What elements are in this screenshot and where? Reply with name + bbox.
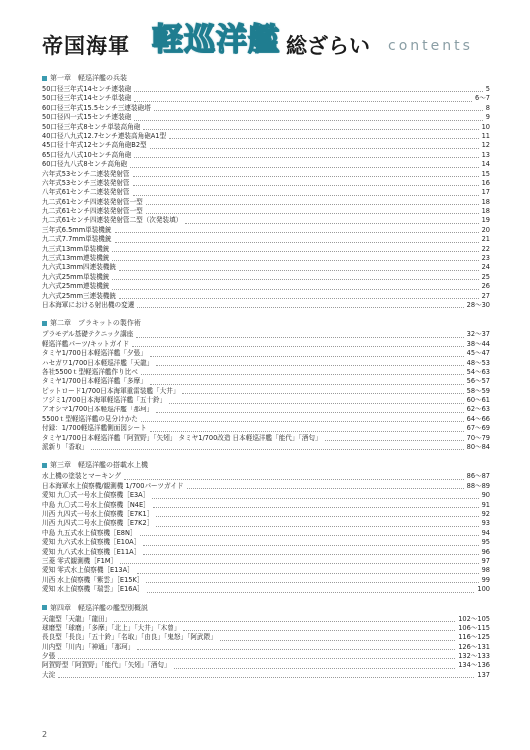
toc-entry-title: 大淀 bbox=[42, 670, 56, 679]
toc-entry[interactable] bbox=[42, 443, 490, 452]
toc-entry-page: 62～63 bbox=[466, 405, 490, 414]
toc-entry-title: 天龍型「天龍」「龍田」 bbox=[42, 614, 112, 623]
square-bullet-icon bbox=[42, 605, 47, 610]
toc-entry[interactable] bbox=[42, 491, 490, 500]
dot-leader bbox=[150, 384, 464, 385]
title-tail: 総ざらい bbox=[286, 33, 370, 58]
toc-entry-page: 102～105 bbox=[458, 614, 490, 623]
toc-entry-page: 93 bbox=[481, 519, 490, 528]
toc-entry-title: 軽巡洋艦パーツ/キットガイド bbox=[42, 339, 130, 348]
toc-entry-title: 50口径四一式15センチ連装砲 bbox=[42, 113, 132, 122]
toc-entry[interactable] bbox=[42, 529, 490, 538]
toc-entry-title: 60口径三年式15.5センチ三連装砲塔 bbox=[42, 103, 151, 112]
toc-entry-title: 九六式13mm四連装機銃 bbox=[42, 263, 116, 272]
dot-leader bbox=[133, 195, 479, 196]
toc-entry-page: 23 bbox=[481, 254, 490, 263]
chapter-heading bbox=[42, 459, 490, 471]
chapter-heading bbox=[42, 602, 490, 614]
toc-entry[interactable] bbox=[42, 263, 490, 272]
toc-entry-page: 26 bbox=[481, 282, 490, 291]
toc-entry-title: 45口径十年式12センチ高角砲B2型 bbox=[42, 141, 147, 150]
toc-entry[interactable] bbox=[42, 123, 490, 132]
toc-entry[interactable] bbox=[42, 94, 490, 103]
dot-leader bbox=[115, 242, 479, 243]
toc-entry-page: 70～79 bbox=[466, 433, 490, 442]
dot-leader bbox=[153, 507, 479, 508]
dot-leader bbox=[134, 157, 478, 158]
toc-entry-page: 67～69 bbox=[466, 424, 490, 433]
dot-leader bbox=[146, 213, 479, 214]
toc-entry-page: 22 bbox=[481, 244, 490, 253]
toc-entry-page: 94 bbox=[481, 528, 490, 537]
dot-leader bbox=[150, 148, 479, 149]
toc-entry[interactable] bbox=[42, 235, 490, 244]
toc-entry[interactable] bbox=[42, 113, 490, 122]
dot-leader bbox=[152, 498, 478, 499]
toc-entry-title: アオシマ1/700日本軽巡洋艦「那珂」 bbox=[42, 405, 154, 414]
toc-entry-title: 三年式6.5mm単装機銃 bbox=[42, 225, 112, 234]
dot-leader bbox=[143, 545, 478, 546]
toc-entry-title: 各社5500ｔ型軽巡洋艦作り比べ bbox=[42, 367, 138, 376]
dot-leader bbox=[185, 223, 478, 224]
toc-entry-page: 12 bbox=[481, 141, 490, 150]
toc-entry[interactable] bbox=[42, 576, 490, 585]
toc-entry-title: ピットロード1/700日本海軍重雷装艦「大井」 bbox=[42, 386, 180, 395]
toc-entry[interactable] bbox=[42, 282, 490, 291]
dot-leader bbox=[58, 658, 455, 659]
toc-entry-page: 5 bbox=[485, 85, 490, 93]
dot-leader bbox=[156, 526, 478, 527]
toc-entry-title: 阿賀野型「阿賀野」「能代」「矢矧」「酒匂」 bbox=[42, 661, 171, 670]
toc-entry-page: 80～84 bbox=[466, 443, 490, 452]
toc-entry[interactable] bbox=[42, 671, 490, 680]
toc-entry-title: 三菱 零式観測機［F1M］ bbox=[42, 556, 118, 565]
toc-entry-title: 川西 九四式二号水上偵察機［E7K2］ bbox=[42, 519, 154, 528]
chapter-section bbox=[42, 459, 490, 594]
chapter-section bbox=[42, 72, 490, 310]
toc-entry-page: 54～63 bbox=[466, 367, 490, 376]
dot-leader bbox=[91, 449, 463, 450]
toc-entry-page: 21 bbox=[481, 235, 490, 244]
toc-entry-title: 六年式53センチ二連装発射管 bbox=[42, 169, 130, 178]
toc-entry[interactable] bbox=[42, 472, 490, 481]
toc-entry[interactable] bbox=[42, 160, 490, 169]
toc-entry[interactable] bbox=[42, 273, 490, 282]
toc-entry[interactable] bbox=[42, 585, 490, 594]
toc-entry-page: 126～131 bbox=[458, 642, 490, 651]
toc-entry-page: 90 bbox=[481, 491, 490, 500]
toc-entry-title: 愛知 九〇式一号水上偵察機［E3A］ bbox=[42, 491, 150, 500]
toc-entry[interactable] bbox=[42, 643, 490, 652]
chapter-section bbox=[42, 602, 490, 681]
chapter-heading-text: 第四章 軽巡洋艦の艦型別概説 bbox=[50, 603, 148, 612]
toc-entry-page: 48～53 bbox=[466, 358, 490, 367]
dot-leader bbox=[150, 356, 464, 357]
dot-leader bbox=[137, 307, 463, 308]
toc-entry[interactable] bbox=[42, 368, 490, 377]
toc-entry[interactable] bbox=[42, 292, 490, 301]
title-accent: 軽巡洋艦 bbox=[152, 22, 280, 58]
chapter-section bbox=[42, 317, 490, 452]
toc-entry-page: 106～115 bbox=[458, 623, 490, 632]
toc-entry[interactable] bbox=[42, 615, 490, 624]
dot-leader bbox=[174, 668, 456, 669]
square-bullet-icon bbox=[42, 463, 47, 468]
toc-entry-title: 九二式61センチ四連装発射管二型（次発装填） bbox=[42, 216, 183, 225]
dot-leader bbox=[156, 365, 463, 366]
toc-entry-page: 14 bbox=[481, 160, 490, 169]
dot-leader bbox=[187, 488, 464, 489]
toc-entry[interactable] bbox=[42, 151, 490, 160]
toc-entry-title: 長良型「長良」「五十鈴」「名取」「由良」「鬼怒」「阿武隈」 bbox=[42, 633, 217, 642]
chapter-heading bbox=[42, 317, 490, 329]
chapter-heading bbox=[42, 72, 490, 84]
title-main: 帝国海軍 bbox=[42, 33, 130, 58]
toc-entry-title: 九二式61センチ四連装発射管一型 bbox=[42, 197, 143, 206]
dot-leader bbox=[134, 101, 472, 102]
toc-entry-page: 95 bbox=[481, 538, 490, 547]
toc-entry[interactable] bbox=[42, 132, 490, 141]
toc-entry[interactable] bbox=[42, 519, 490, 528]
toc-entry[interactable] bbox=[42, 377, 490, 386]
dot-leader bbox=[325, 440, 464, 441]
dot-leader bbox=[146, 204, 479, 205]
toc-entry[interactable] bbox=[42, 226, 490, 235]
dot-leader bbox=[141, 421, 464, 422]
toc-entry[interactable] bbox=[42, 198, 490, 207]
toc-entry-page: 6～7 bbox=[475, 94, 490, 103]
toc-entry[interactable] bbox=[42, 207, 490, 216]
dot-leader bbox=[182, 393, 463, 394]
dot-leader bbox=[150, 431, 464, 432]
toc-entry-page: 86～87 bbox=[466, 472, 490, 481]
toc-entry[interactable] bbox=[42, 661, 490, 670]
toc-entry[interactable] bbox=[42, 85, 490, 94]
toc-entry-title: 40口径八九式12.7センチ連装高角砲A1型 bbox=[42, 131, 167, 140]
toc-entry-title: 日本海軍における射出機の変遷 bbox=[42, 300, 135, 309]
toc-entry[interactable] bbox=[42, 538, 490, 547]
toc-entry-title: 球磨型「球磨」「多摩」「北上」「大井」「木曾」 bbox=[42, 623, 181, 632]
dot-leader bbox=[141, 374, 464, 375]
toc-entry-page: 96 bbox=[481, 547, 490, 556]
toc-entry-title: タミヤ1/700日本軽巡洋艦「夕張」 bbox=[42, 349, 147, 358]
dot-leader bbox=[124, 479, 464, 480]
toc-entry-title: 九六式25mm連装機銃 bbox=[42, 282, 110, 291]
toc-entry-page: 137 bbox=[477, 670, 490, 679]
toc-entry-title: 50口径三年式14センチ連装砲 bbox=[42, 85, 132, 93]
toc-entry[interactable] bbox=[42, 179, 490, 188]
toc-entry-page: 15 bbox=[481, 169, 490, 178]
toc-entry-page: 58～59 bbox=[466, 386, 490, 395]
dot-leader bbox=[136, 337, 463, 338]
dot-leader bbox=[143, 554, 478, 555]
page-header bbox=[0, 0, 530, 62]
toc-entry-page: 11 bbox=[481, 131, 490, 140]
dot-leader bbox=[130, 167, 478, 168]
toc-entry-page: 88～89 bbox=[466, 481, 490, 490]
toc-entry-title: 水上機の塗装とマーキング bbox=[42, 472, 121, 481]
toc-entry[interactable] bbox=[42, 340, 490, 349]
dot-leader bbox=[169, 138, 479, 139]
dot-leader bbox=[156, 412, 463, 413]
toc-entry-title: 派新り「香取」 bbox=[42, 443, 89, 452]
toc-entry-title: 50口径三年式8センチ単装高角砲 bbox=[42, 122, 141, 131]
toc-entry-title: ハセガワ1/700日本軽巡洋艦「天龍」 bbox=[42, 358, 154, 367]
toc-entry[interactable] bbox=[42, 104, 490, 113]
dot-leader bbox=[114, 621, 455, 622]
table-of-contents bbox=[42, 72, 490, 687]
toc-entry-title: 川西 九四式一号水上偵察機［E7K1］ bbox=[42, 510, 154, 518]
toc-entry-page: 24 bbox=[481, 263, 490, 272]
toc-entry-page: 99 bbox=[481, 575, 490, 584]
toc-entry[interactable] bbox=[42, 330, 490, 339]
toc-entry[interactable] bbox=[42, 141, 490, 150]
dot-leader bbox=[140, 535, 479, 536]
chapter-heading-text: 第二章 プラキットの製作術 bbox=[50, 319, 141, 328]
toc-entry[interactable] bbox=[42, 170, 490, 179]
title-english: contents bbox=[388, 38, 473, 54]
toc-entry-page: 91 bbox=[481, 500, 490, 509]
toc-entry-page: 134～136 bbox=[458, 661, 490, 670]
toc-entry-page: 10 bbox=[481, 122, 490, 131]
toc-entry-page: 32～37 bbox=[466, 330, 490, 339]
toc-entry-page: 116～125 bbox=[458, 633, 490, 642]
toc-entry-page: 18 bbox=[481, 197, 490, 206]
toc-entry[interactable] bbox=[42, 557, 490, 566]
toc-entry-page: 13 bbox=[481, 150, 490, 159]
toc-entry-title: 中島 九〇式二号水上偵察機［N4E］ bbox=[42, 500, 150, 509]
toc-entry-title: 愛知 九八式水上偵察機［E11A］ bbox=[42, 547, 141, 556]
toc-entry-title: フジミ1/700日本海軍軽巡洋艦「五十鈴」 bbox=[42, 396, 167, 405]
toc-entry[interactable] bbox=[42, 415, 490, 424]
toc-entry-page: 38～44 bbox=[466, 339, 490, 348]
toc-entry[interactable] bbox=[42, 387, 490, 396]
toc-entry-page: 132～133 bbox=[458, 652, 490, 661]
dot-leader bbox=[58, 677, 474, 678]
toc-entry-title: 夕張 bbox=[42, 652, 56, 661]
toc-entry-page: 92 bbox=[481, 510, 490, 518]
toc-entry-page: 19 bbox=[481, 216, 490, 225]
dot-leader bbox=[112, 289, 478, 290]
dot-leader bbox=[115, 232, 479, 233]
dot-leader bbox=[132, 346, 463, 347]
toc-entry-title: 50口径三年式14センチ単装砲 bbox=[42, 94, 132, 103]
toc-entry-title: 60口径九八式8センチ高角砲 bbox=[42, 160, 128, 169]
toc-entry[interactable] bbox=[42, 254, 490, 263]
toc-entry-page: 98 bbox=[481, 566, 490, 575]
toc-entry[interactable] bbox=[42, 216, 490, 225]
toc-entry[interactable] bbox=[42, 301, 490, 310]
dot-leader bbox=[169, 403, 463, 404]
toc-entry[interactable] bbox=[42, 424, 490, 433]
dot-leader bbox=[112, 260, 478, 261]
page-number: 2 bbox=[42, 730, 48, 739]
chapter-heading-text: 第一章 軽巡洋艦の兵装 bbox=[50, 74, 127, 82]
toc-entry-title: 日本海軍水上偵察機/観測機 1/700パーツガイド bbox=[42, 481, 184, 490]
toc-entry-title: 九六式25mm三連装機銃 bbox=[42, 291, 116, 300]
dot-leader bbox=[183, 630, 455, 631]
toc-entry-title: 九二式7.7mm単装機銃 bbox=[42, 235, 112, 244]
toc-entry[interactable] bbox=[42, 510, 490, 519]
toc-entry-title: 愛知 九六式水上偵察機［E10A］ bbox=[42, 538, 141, 547]
toc-entry-title: 九六式25mm単装機銃 bbox=[42, 272, 110, 281]
dot-leader bbox=[134, 120, 482, 121]
toc-entry-title: 川内型「川内」「神通」「那珂」 bbox=[42, 642, 135, 651]
toc-entry[interactable] bbox=[42, 359, 490, 368]
toc-entry-title: 九二式61センチ四連装発射管一型 bbox=[42, 207, 143, 216]
dot-leader bbox=[112, 279, 478, 280]
dot-leader bbox=[120, 563, 478, 564]
toc-entry-page: 64～66 bbox=[466, 414, 490, 423]
dot-leader bbox=[147, 592, 475, 593]
toc-entry-page: 56～57 bbox=[466, 377, 490, 386]
toc-entry[interactable] bbox=[42, 482, 490, 491]
dot-leader bbox=[143, 129, 478, 130]
dot-leader bbox=[119, 270, 479, 271]
toc-entry-page: 8 bbox=[485, 103, 490, 112]
toc-entry-title: 愛知 水上偵察機「瑞雲」［E16A］ bbox=[42, 585, 144, 594]
dot-leader bbox=[220, 640, 456, 641]
toc-entry[interactable] bbox=[42, 566, 490, 575]
toc-entry-page: 18 bbox=[481, 207, 490, 216]
toc-entry[interactable] bbox=[42, 633, 490, 642]
toc-entry[interactable] bbox=[42, 624, 490, 633]
toc-entry-title: 六年式53センチ三連装発射管 bbox=[42, 178, 130, 187]
dot-leader bbox=[133, 176, 479, 177]
toc-entry[interactable] bbox=[42, 548, 490, 557]
dot-leader bbox=[134, 91, 482, 92]
toc-entry-page: 9 bbox=[485, 113, 490, 122]
toc-entry-page: 17 bbox=[481, 188, 490, 197]
toc-entry-page: 25 bbox=[481, 272, 490, 281]
toc-entry-title: 付録：1/700軽巡洋艦側面図シート bbox=[42, 424, 147, 433]
toc-entry-title: プラモデル基礎テクニック講座 bbox=[42, 330, 134, 339]
dot-leader bbox=[146, 582, 478, 583]
toc-entry-page: 28～30 bbox=[466, 300, 490, 309]
toc-entry[interactable] bbox=[42, 434, 490, 443]
toc-entry-title: 中島 九五式水上偵察機［E8N］ bbox=[42, 528, 137, 537]
toc-entry-page: 16 bbox=[481, 178, 490, 187]
toc-entry[interactable] bbox=[42, 349, 490, 358]
dot-leader bbox=[156, 516, 478, 517]
toc-entry-page: 27 bbox=[481, 291, 490, 300]
toc-entry-title: 65口径九八式10センチ高角砲 bbox=[42, 150, 132, 159]
dot-leader bbox=[154, 110, 483, 111]
toc-entry-title: 川西 水上偵察機「紫雲」［E15K］ bbox=[42, 575, 144, 584]
toc-entry-title: 九三式13mm連装機銃 bbox=[42, 254, 110, 263]
toc-entry-title: 八年式61センチ二連装発射管 bbox=[42, 188, 130, 197]
toc-entry[interactable] bbox=[42, 188, 490, 197]
toc-entry[interactable] bbox=[42, 245, 490, 254]
toc-entry-title: 愛知 零式水上偵察機［E13A］ bbox=[42, 566, 134, 575]
toc-entry[interactable] bbox=[42, 652, 490, 661]
dot-leader bbox=[119, 298, 479, 299]
dot-leader bbox=[133, 185, 479, 186]
toc-entry-page: 45～47 bbox=[466, 349, 490, 358]
toc-entry[interactable] bbox=[42, 396, 490, 405]
chapter-heading-text: 第三章 軽巡洋艦の搭載水上機 bbox=[50, 461, 148, 470]
dot-leader bbox=[137, 649, 455, 650]
toc-entry-title: タミヤ1/700日本軽巡洋艦「阿賀野」「矢矧」 タミヤ1/700改造 日本軽巡洋艦「能代」「酒匂」 bbox=[42, 433, 322, 442]
toc-entry-title: 5500ｔ型軽巡洋艦の見分けかた bbox=[42, 414, 138, 423]
toc-entry[interactable] bbox=[42, 501, 490, 510]
square-bullet-icon bbox=[42, 76, 47, 81]
toc-entry-title: タミヤ1/700日本軽巡洋艦「多摩」 bbox=[42, 377, 147, 386]
toc-entry-page: 20 bbox=[481, 225, 490, 234]
toc-entry-page: 60～61 bbox=[466, 396, 490, 405]
toc-entry[interactable] bbox=[42, 406, 490, 415]
dot-leader bbox=[137, 573, 479, 574]
square-bullet-icon bbox=[42, 321, 47, 326]
toc-entry-page: 100 bbox=[477, 585, 490, 594]
toc-entry-page: 97 bbox=[481, 556, 490, 565]
dot-leader bbox=[112, 251, 478, 252]
toc-entry-title: 九三式13mm単装機銃 bbox=[42, 244, 110, 253]
